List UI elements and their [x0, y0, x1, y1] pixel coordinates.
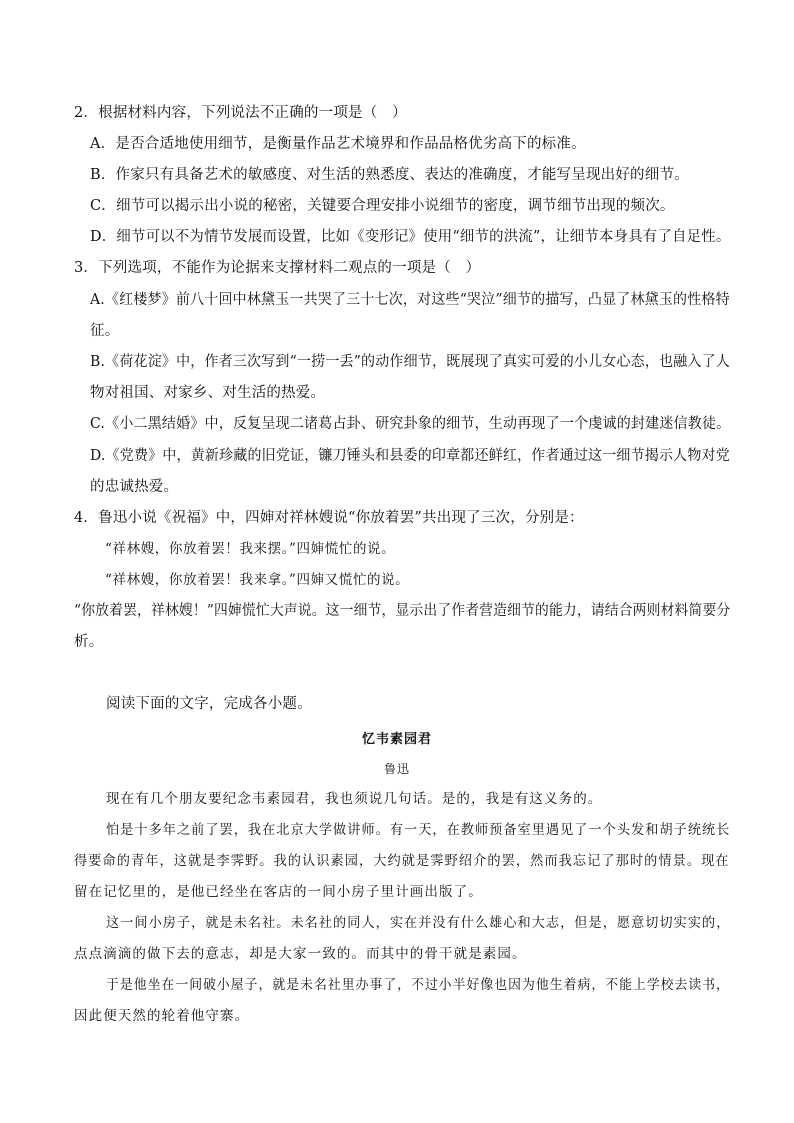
question-2-option-d: D．细节可以不为情节发展而设置，比如《变形记》使用“细节的洪流”，让细节本身具有了自足性。 [90, 229, 731, 245]
question-3-option-d: D.《党费》中，黄新珍藏的旧党证，镰刀锤头和县委的印章都还鲜红，作者通过这一细节揭示人物对党 [90, 448, 730, 464]
question-4-quote-1: “祥林嫂，你放着罢！我来摆。”四婶慌忙的说。 [105, 541, 396, 557]
question-2-option-b: B．作家只有具备艺术的敏感度、对生活的熟悉度、表达的准确度，才能写呈现出好的细节。 [90, 167, 689, 183]
essay-author: 鲁迅 [383, 762, 410, 776]
question-4-quote-2: “祥林嫂，你放着罢！我来拿。”四婶又慌忙的说。 [105, 572, 410, 588]
question-3-stem: 3．下列选项，不能作为论据来支撑材料二观点的一项是（ ） [74, 260, 481, 276]
essay-line-3: 得要命的青年，这就是李霁野。我的认识素园，大约就是霁野绍介的罢，然而我忘记了那时的情景。现在 [74, 853, 730, 869]
question-3-option-d-cont: 的忠诚热爱。 [90, 479, 179, 495]
question-3-option-a: A.《红楼梦》前八十回中林黛玉一共哭了三十七次，对这些“哭泣”细节的描写，凸显了林黛玉的性格特 [90, 292, 730, 308]
question-3-option-b-cont: 物对祖国、对家乡、对生活的热爱。 [90, 385, 326, 401]
question-4-tail-line-2: 析。 [74, 634, 104, 650]
essay-line-7: 于是他坐在一间破小屋子，就是未名社里办事了，不过小半好像也因为他生着病，不能上学校去读书， [106, 977, 731, 993]
reading-intro: 阅读下面的文字，完成各小题。 [106, 696, 312, 712]
essay-line-5: 这一间小房子，就是未名社。未名社的同人，实在并没有什么雄心和大志，但是，愿意切切实实的， [106, 915, 731, 931]
question-4-stem: 4．鲁迅小说《祝福》中，四婶对祥林嫂说“你放着罢”共出现了三次，分别是： [74, 510, 584, 526]
essay-line-1: 现在有几个朋友要纪念韦素园君，我也须说几句话。是的，我是有这义务的。 [106, 791, 603, 807]
question-3-option-a-cont: 征。 [90, 323, 120, 339]
essay-line-4: 留在记忆里的，是他已经坐在客店的一间小房子里计画出版了。 [74, 884, 483, 900]
question-2-stem: 2．根据材料内容，下列说法不正确的一项是（ ） [74, 105, 407, 121]
question-3-option-c: C.《小二黑结婚》中，反复呈现二诸葛占卦、研究卦象的细节，生动再现了一个虔诚的封建迷信教徒。 [90, 416, 731, 432]
essay-line-2: 怕是十多年之前了罢，我在北京大学做讲师。有一天，在教师预备室里遇见了一个头发和胡子统统长 [106, 822, 731, 838]
essay-line-8: 因此便天然的轮着他守寨。 [74, 1008, 250, 1024]
essay-line-6: 点点滴滴的做下去的意志，却是大家一致的。而其中的骨干就是素园。 [74, 946, 527, 962]
question-2-option-c: C．细节可以揭示出小说的秘密，关键要合理安排小说细节的密度，调节细节出现的频次。 [90, 198, 675, 214]
question-3-option-b: B.《荷花淀》中，作者三次写到“一捞一丢”的动作细节，既展现了真实可爱的小儿女心态，也融入了人 [90, 354, 730, 370]
question-2-option-a: A．是否合适地使用细节，是衡量作品艺术境界和作品品格优劣高下的标准。 [90, 136, 586, 152]
question-4-tail-line-1: “你放着罢，祥林嫂！”四婶慌忙大声说。这一细节，显示出了作者营造细节的能力，请结合两则材料简要分 [74, 603, 731, 619]
essay-title: 忆韦素园君 [361, 732, 432, 747]
